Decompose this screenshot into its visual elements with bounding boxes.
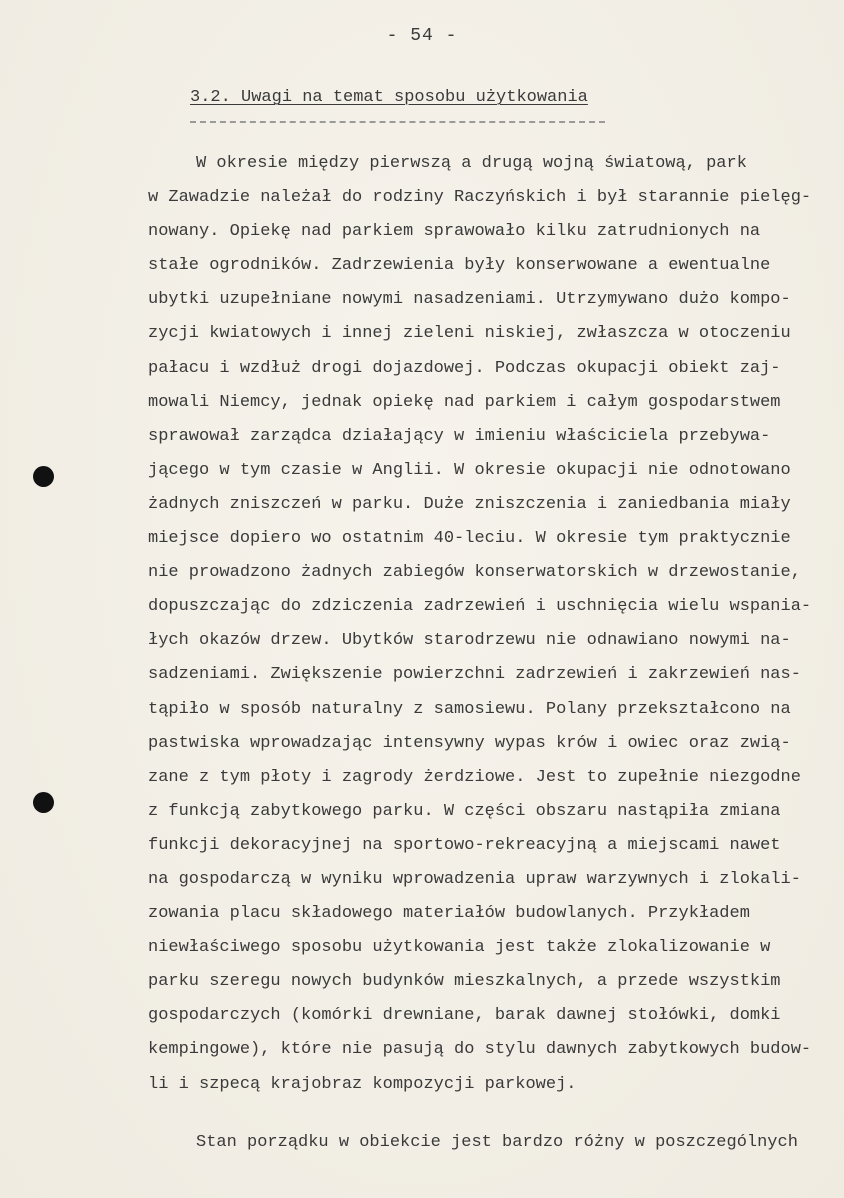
text-line: pastwiska wprowadzając intensywny wypas krów i owiec oraz zwią- — [148, 733, 791, 753]
text-line: nie prowadzono żadnych zabiegów konserwatorskich w drzewostanie, — [148, 563, 801, 583]
punch-hole-bottom — [33, 792, 54, 813]
text-line: stałe ogrodników. Zadrzewienia były konserwowane a ewentualne — [148, 256, 771, 276]
text-line: W okresie między pierwszą a drugą wojną światową, park — [196, 154, 747, 173]
text-line: zowania placu składowego materiałów budowlanych. Przykładem — [148, 904, 750, 924]
text-line: miejsce dopiero wo ostatnim 40-leciu. W okresie tym praktycznie — [148, 529, 791, 549]
text-line: li i szpecą krajobraz kompozycji parkowej. — [148, 1074, 577, 1094]
text-line: dopuszczając do zdziczenia zadrzewień i uschnięcia wielu wspania- — [148, 597, 812, 617]
text-line: pałacu i wzdłuż drogi dojazdowej. Podczas okupacji obiekt zaj- — [148, 358, 781, 378]
text-line: gospodarczych (komórki drewniane, barak dawnej stołówki, domki — [148, 1006, 781, 1026]
paragraph-1 — [148, 147, 828, 1102]
text-line: zane z tym płoty i zagrody żerdziowe. Jest to zupełnie niezgodne — [148, 767, 801, 787]
heading-dashed-rule — [190, 121, 605, 123]
text-line: jącego w tym czasie w Anglii. W okresie okupacji nie odnotowano — [148, 460, 791, 480]
section-heading: 3.2. Uwagi na temat sposobu użytkowania — [190, 88, 588, 107]
paragraph-gap — [148, 1102, 828, 1126]
punch-hole-top — [33, 466, 54, 487]
text-line: sadzeniami. Zwiększenie powierzchni zadrzewień i zakrzewień nas- — [148, 665, 801, 685]
text-line: ubytki uzupełniane nowymi nasadzeniami. Utrzymywano dużo kompo- — [148, 290, 791, 310]
text-line: w Zawadzie należał do rodziny Raczyńskich i był starannie pielęg- — [148, 188, 812, 208]
page-number: - 54 - — [386, 26, 458, 46]
text-line: funkcji dekoracyjnej na sportowo-rekreacyjną a miejscami nawet — [148, 835, 781, 855]
text-line: nowany. Opiekę nad parkiem sprawowało kilku zatrudnionych na — [148, 222, 761, 242]
text-line: tąpiło w sposób naturalny z samosiewu. Polany przekształcono na — [148, 699, 791, 719]
text-line: żadnych zniszczeń w parku. Duże zniszczenia i zaniedbania miały — [148, 494, 791, 514]
text-line: na gospodarczą w wyniku wprowadzenia upraw warzywnych i zlokali- — [148, 869, 801, 889]
text-line: niewłaściwego sposobu użytkowania jest także zlokalizowanie w — [148, 938, 771, 958]
text-line: z funkcją zabytkowego parku. W części obszaru nastąpiła zmiana — [148, 801, 781, 821]
text-line: Stan porządku w obiekcie jest bardzo różny w poszczególnych — [196, 1132, 798, 1152]
text-line: mowali Niemcy, jednak opiekę nad parkiem i całym gospodarstwem — [148, 392, 781, 412]
paragraph-2 — [148, 1126, 828, 1160]
text-line: parku szeregu nowych budynków mieszkalnych, a przede wszystkim — [148, 972, 781, 992]
text-line: zycji kwiatowych i innej zieleni niskiej, zwłaszcza w otoczeniu — [148, 324, 791, 344]
text-line: sprawował zarządca działający w imieniu właściciela przebywa- — [148, 426, 771, 446]
text-line: kempingowe), które nie pasują do stylu dawnych zabytkowych budow- — [148, 1040, 812, 1060]
text-line: łych okazów drzew. Ubytków starodrzewu nie odnawiano nowymi na- — [148, 631, 791, 651]
body-text — [148, 147, 828, 1160]
